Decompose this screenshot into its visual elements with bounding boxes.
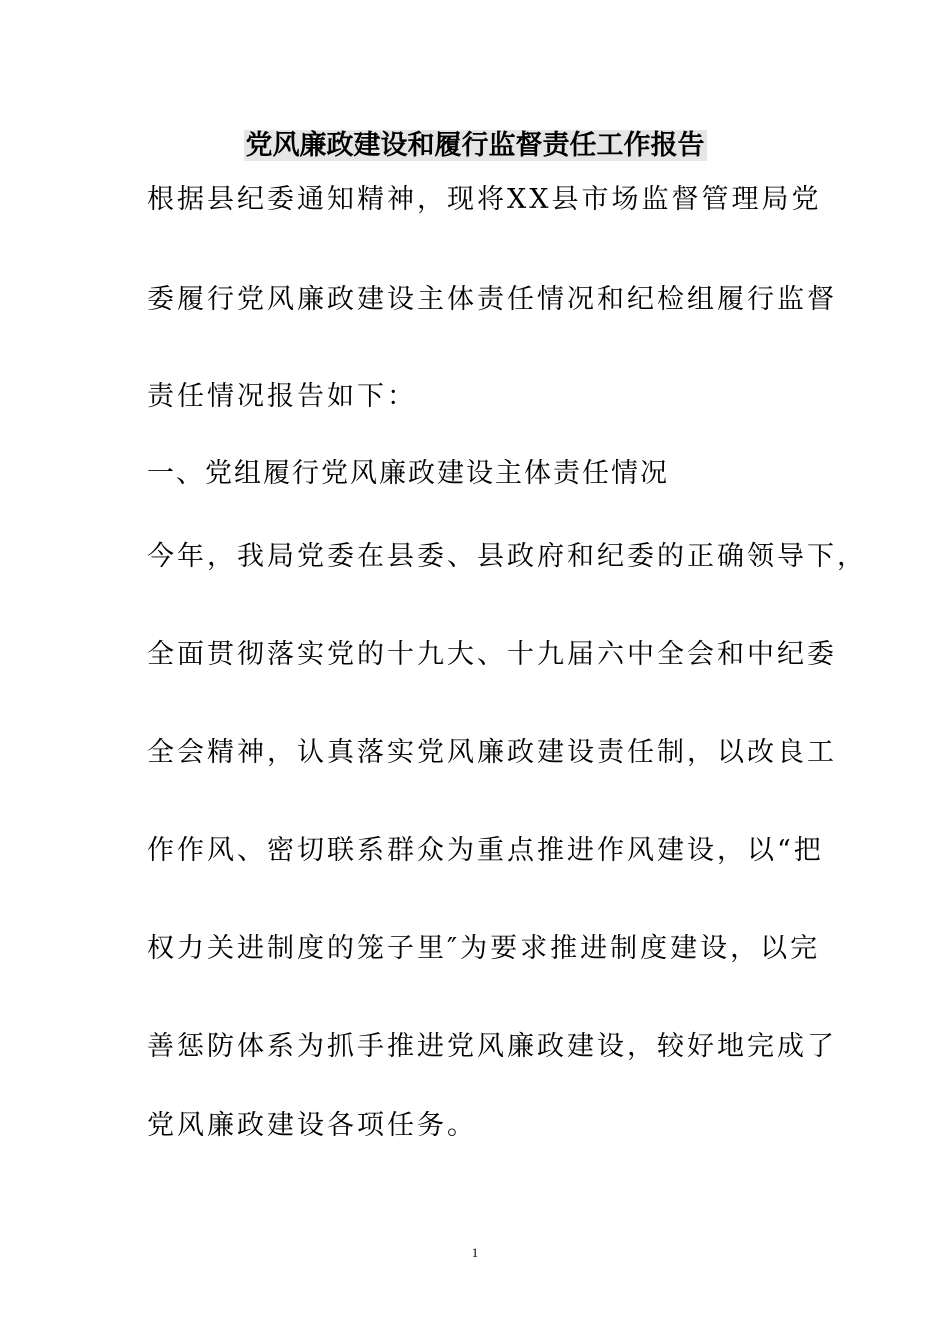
paragraph-line: 权力关进制度的笼子里″为要求推进制度建设，以完 [147,933,821,964]
paragraph-line: 全面贯彻落实党的十九大、十九届六中全会和中纪委 [147,639,837,670]
document-title [0,126,950,166]
document-title-text: 党风廉政建设和履行监督责任工作报告 [245,130,705,161]
paragraph-line: 善惩防体系为抓手推进党风廉政建设，较好地完成了 [147,1031,837,1062]
paragraph-line: 委履行党风廉政建设主体责任情况和纪检组履行监督 [147,284,837,315]
section-heading: 一、党组履行党风廉政建设主体责任情况 [147,458,669,489]
page-number: 1 [471,1245,479,1260]
paragraph-line: 党风廉政建设各项任务。 [147,1110,477,1141]
paragraph-line: 责任情况报告如下： [147,381,417,412]
paragraph-line: 根据县纪委通知精神，现将XX县市场监督管理局党 [147,184,822,215]
paragraph-line: 全会精神，认真落实党风廉政建设责任制，以改良工 [147,737,837,768]
paragraph-line: 作作风、密切联系群众为重点推进作风建设，以“把 [147,835,824,866]
paragraph-line: 今年，我局党委在县委、县政府和纪委的正确领导下， [147,541,867,572]
